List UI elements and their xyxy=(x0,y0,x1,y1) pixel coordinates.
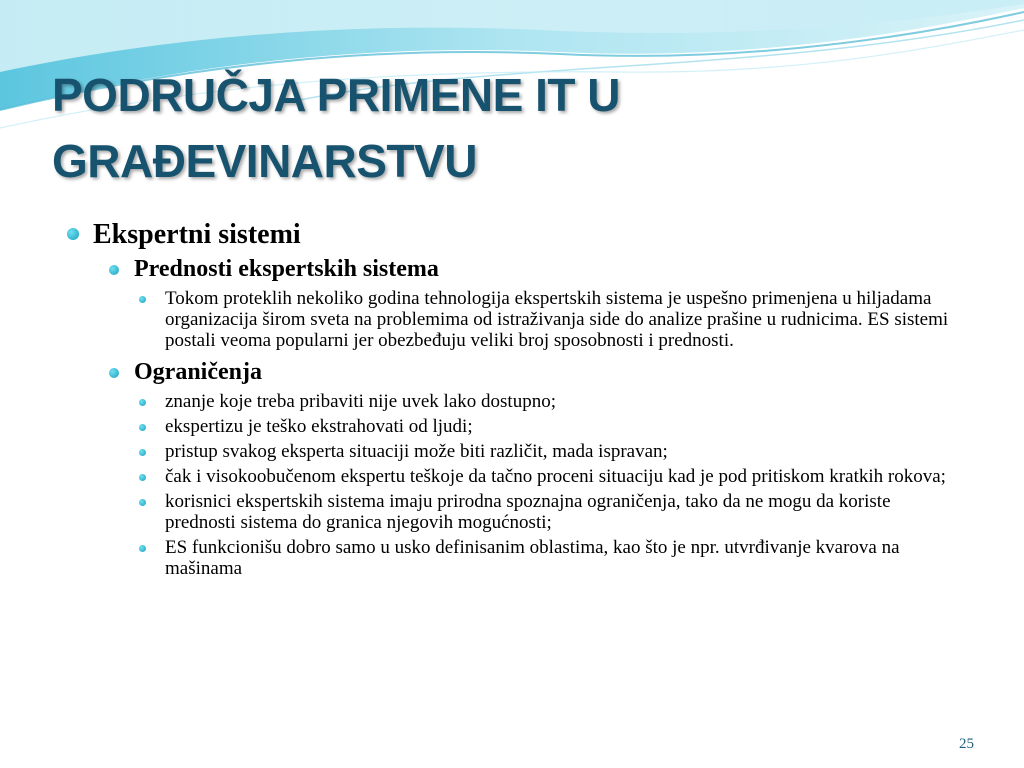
bullet-dot-icon xyxy=(139,399,146,406)
slide-title-line-1: PODRUČJA PRIMENE IT U xyxy=(52,69,620,121)
bullet-dot-icon xyxy=(139,449,146,456)
limitations-item xyxy=(64,441,964,462)
limitations-item-text: ES funkcionišu dobro samo u usko definisanim oblastima, kao što je npr. utvrđivanje kvarova na mašinama xyxy=(165,537,900,579)
advantages-section xyxy=(64,254,964,351)
bullet-limitations xyxy=(64,357,964,387)
slide-title xyxy=(52,62,952,194)
bullet-dot-icon xyxy=(139,424,146,431)
bullet-expert-systems xyxy=(64,218,964,252)
bullet-advantages xyxy=(64,254,964,284)
bullet-dot-icon xyxy=(67,228,79,240)
limitations-item xyxy=(64,466,964,487)
advantages-item-text: Tokom proteklih nekoliko godina tehnologija ekspertskih sistema je uspešno primenjena u hiljadama organizacija širom sveta na problemima od istraživanja side do analize prašine u rudnicima. ES sistemi postali veoma popularni jer obezbeđuju veliki broj sposobnosti i prednosti. xyxy=(165,288,949,351)
bullet-dot-icon xyxy=(109,265,119,275)
limitations-section xyxy=(64,357,964,579)
limitations-item xyxy=(64,391,964,412)
limitations-item-text: korisnici ekspertskih sistema imaju prirodna spoznajna ograničenja, tako da ne mogu da koriste prednosti sistema do granica njegovih mogućnosti; xyxy=(165,491,891,533)
bullet-dot-icon xyxy=(139,474,146,481)
slide-title-line-2: GRAĐEVINARSTVU xyxy=(52,135,477,187)
bullet-expert-systems-text: Ekspertni sistemi xyxy=(93,219,301,250)
limitations-item-text: znanje koje treba pribaviti nije uvek lako dostupno; xyxy=(165,391,556,412)
advantages-item xyxy=(64,288,964,351)
slide-content xyxy=(64,218,964,579)
limitations-item-text: čak i visokoobučenom ekspertu teškoje da tačno proceni situaciju kad je pod pritiskom kratkih rokova; xyxy=(165,466,946,487)
limitations-item-text: pristup svakog eksperta situaciji može biti različit, mada ispravan; xyxy=(165,441,668,462)
limitations-item xyxy=(64,537,964,579)
bullet-advantages-text: Prednosti ekspertskih sistema xyxy=(134,256,439,282)
limitations-item xyxy=(64,416,964,437)
bullet-dot-icon xyxy=(139,296,146,303)
limitations-item xyxy=(64,491,964,533)
bullet-limitations-text: Ograničenja xyxy=(134,359,262,385)
limitations-item-text: ekspertizu je teško ekstrahovati od ljudi; xyxy=(165,416,473,437)
bullet-dot-icon xyxy=(139,545,146,552)
page-number: 25 xyxy=(959,736,974,752)
bullet-dot-icon xyxy=(109,368,119,378)
bullet-dot-icon xyxy=(139,499,146,506)
